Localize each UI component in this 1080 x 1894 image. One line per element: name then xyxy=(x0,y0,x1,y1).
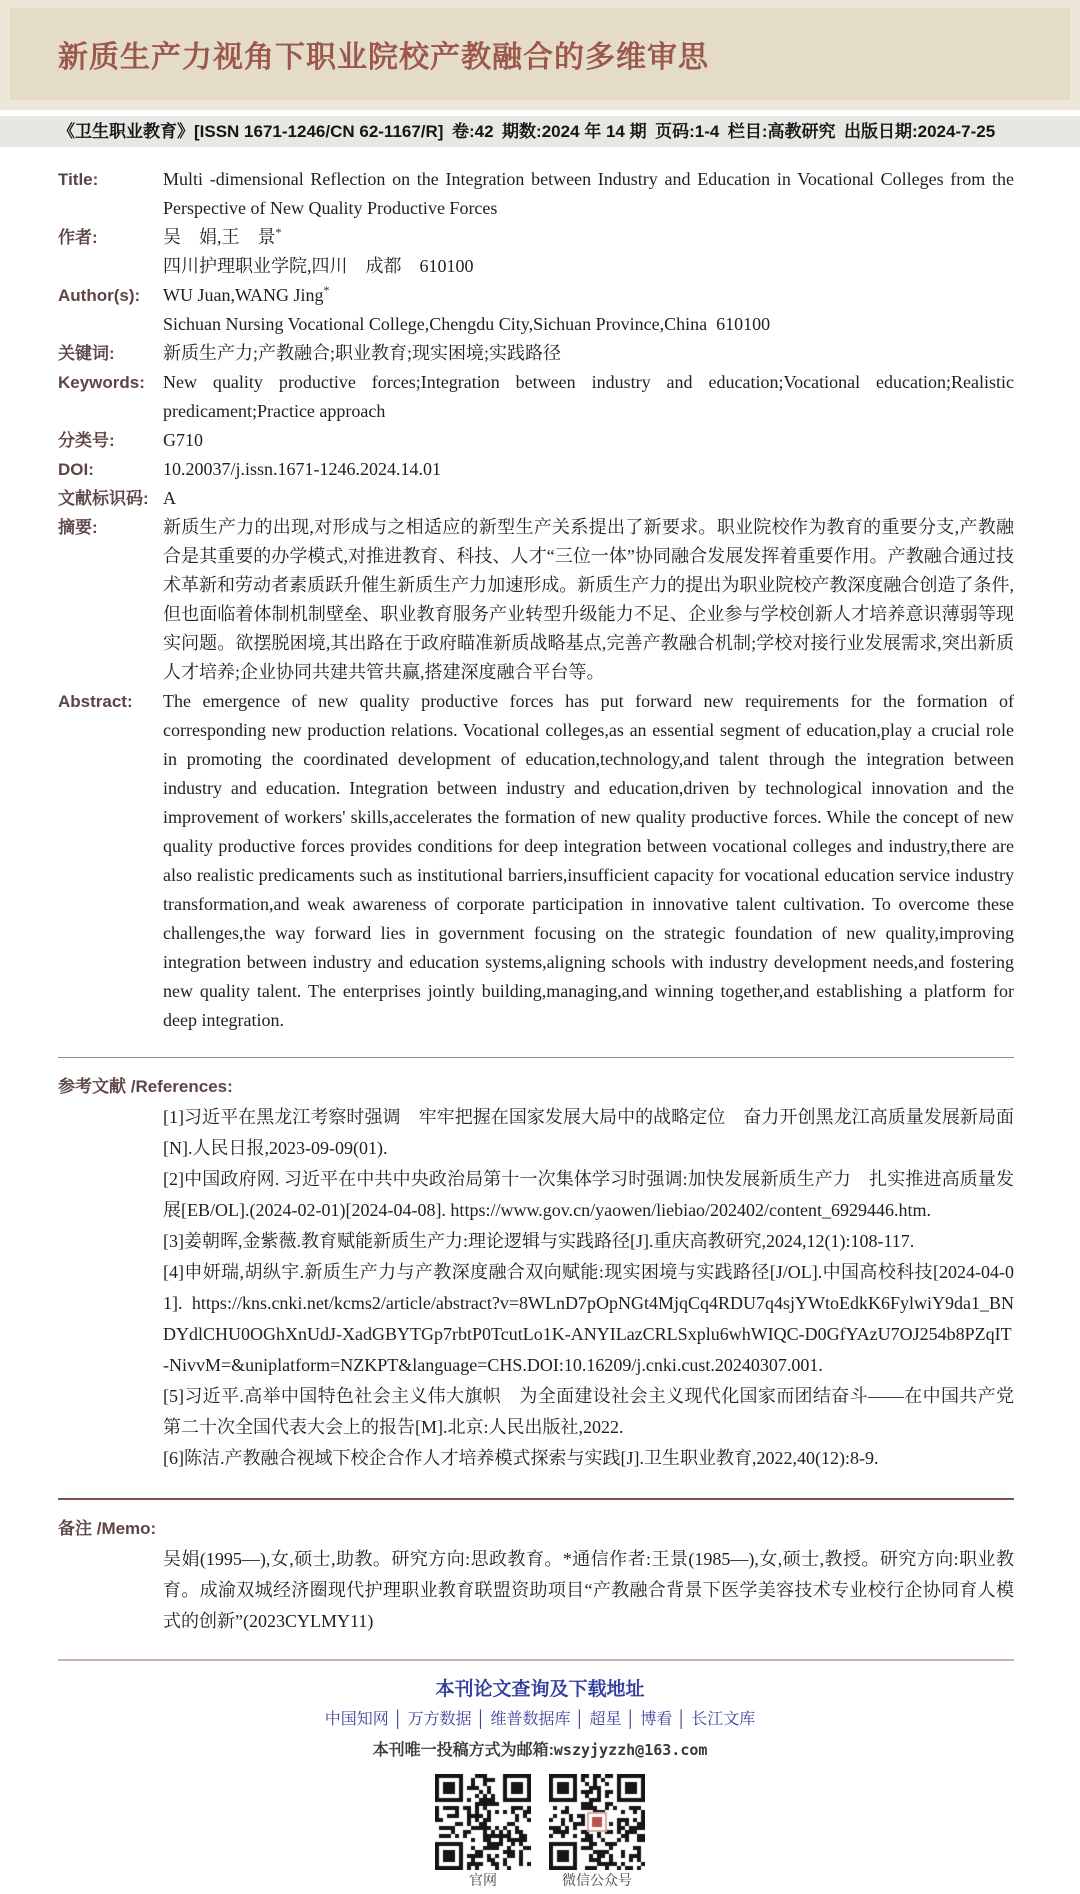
field-value-authors-cn xyxy=(163,223,1014,252)
references-section xyxy=(0,1058,1080,1474)
footer xyxy=(0,1661,1080,1894)
qr-label-website: 官网 xyxy=(469,1874,497,1889)
field-label-keywords-en: Keywords: xyxy=(58,373,145,392)
field-label-doi: DOI: xyxy=(58,460,94,479)
corresponding-author-mark: * xyxy=(275,225,282,239)
field-row-affiliation-en xyxy=(58,310,1014,339)
field-row-abstract-cn xyxy=(58,513,1014,687)
memo-section xyxy=(0,1500,1080,1637)
memo-heading: 备注 /Memo: xyxy=(58,1519,157,1538)
field-label-clc: 分类号: xyxy=(58,431,115,450)
submission-email-line xyxy=(0,1735,1080,1766)
field-label-authors-en: Author(s): xyxy=(58,286,141,305)
field-row-doi xyxy=(58,455,1014,484)
field-value-doc-code: A xyxy=(163,488,176,508)
qr-code-row xyxy=(0,1774,1080,1894)
field-label-doc-code: 文献标识码: xyxy=(58,489,149,508)
field-row-affiliation-cn xyxy=(58,252,1014,281)
footer-title: 本刊论文查询及下载地址 xyxy=(435,1679,645,1700)
memo-text: 吴娟(1995—),女,硕士,助教。研究方向:思政教育。*通信作者:王景(1985—),女,硕士,教授。研究方向:职业教育。成渝双城经济圈现代护理职业教育联盟资助项目“产教融合背景下医学美容技术专业校行企协同育人模式的创新”(2023CYLMY11) xyxy=(163,1549,1014,1631)
qr-code-wechat xyxy=(549,1774,645,1870)
field-label-abstract-en: Abstract: xyxy=(58,692,133,711)
field-label-title: Title: xyxy=(58,170,99,189)
top-band xyxy=(0,0,1080,110)
authors-cn-names: 吴 娟,王 景 xyxy=(163,227,276,247)
field-value-keywords-cn: 新质生产力;产教融合;职业教育;现实困境;实践路径 xyxy=(163,343,562,363)
field-row-authors-en xyxy=(58,281,1014,310)
database-list: 中国知网 │ 万方数据 │ 维普数据库 │ 超星 │ 博看 │ 长江文库 xyxy=(324,1711,756,1728)
field-row-keywords-en xyxy=(58,368,1014,426)
field-label-keywords-cn: 关键词: xyxy=(58,344,115,363)
field-label-abstract-cn: 摘要: xyxy=(58,518,98,537)
article-title-cn: 新质生产力视角下职业院校产教融合的多维审思 xyxy=(58,41,709,74)
field-value-affiliation-cn: 四川护理职业学院,四川 成都 610100 xyxy=(163,256,474,276)
corresponding-author-mark: * xyxy=(323,283,330,297)
reference-item: [6]陈洁.产教融合视域下校企合作人才培养模式探索与实践[J].卫生职业教育,2022,40(12):8-9. xyxy=(163,1448,879,1468)
field-value-clc: G710 xyxy=(163,430,203,450)
references-list xyxy=(163,1102,1014,1474)
qr-label-wechat: 微信公众号 xyxy=(562,1874,632,1889)
reference-item: [4]申妍瑞,胡纵宇.新质生产力与产教深度融合双向赋能:现实困境与实践路径[J/OL].中国高校科技[2024-04-01]. https://kns.cnki.net/kcms2/article/abstract?v=8WLnD7pOpNGt4MjqCq4RDU7q4sjYWtoEdkK6FylwiY9da1_BNDYdlCHU0OGhXnUdJ-XadGBYTGp7rbtP0TcutLo1K-ANYILazCRLSxplu6whWIQC-D0GfYAzU7OJ254b8PZqIT-NivvM=&uniplatform=NZKPT&language=CHS.DOI:10.16209/j.cnki.cust.20240307.001. xyxy=(163,1262,1014,1375)
qr-code-website xyxy=(435,1774,531,1870)
field-value-keywords-en: New quality productive forces;Integration between industry and education;Vocational education;Realistic predicament;Practice approach xyxy=(163,372,1014,421)
field-row-authors-cn xyxy=(58,223,1014,252)
field-value-doi: 10.20037/j.issn.1671-1246.2024.14.01 xyxy=(163,459,442,479)
title-banner xyxy=(10,8,1070,100)
qr-wechat xyxy=(549,1774,645,1894)
field-value-abstract-cn: 新质生产力的出现,对形成与之相适应的新型生产关系提出了新要求。职业院校作为教育的重要分支,产教融合是其重要的办学模式,对推进教育、科技、人才“三位一体”协同融合发展发挥着重要作用。产教融合通过技术革新和劳动者素质跃升催生新质生产力加速形成。新质生产力的提出为职业院校产教深度融合创造了条件,但也面临着体制机制壁垒、职业教育服务产业转型升级能力不足、企业参与学校创新人才培养意识薄弱等现实问题。欲摆脱困境,其出路在于政府瞄准新质战略基点,完善产教融合机制;学校对接行业发展需求,突出新质人才培养;企业协同共建共管共赢,搭建深度融合平台等。 xyxy=(163,517,1014,682)
field-row-abstract-en xyxy=(58,687,1014,1035)
reference-item: [1]习近平在黑龙江考察时强调 牢牢把握在国家发展大局中的战略定位 奋力开创黑龙江高质量发展新局面[N].人民日报,2023-09-09(01). xyxy=(163,1107,1014,1158)
field-row-doc-code xyxy=(58,484,1014,513)
qr-website xyxy=(435,1774,531,1894)
field-row-keywords-cn xyxy=(58,339,1014,368)
reference-item: [2]中国政府网. 习近平在中共中央政治局第十一次集体学习时强调:加快发展新质生产力 扎实推进高质量发展[EB/OL].(2024-02-01)[2024-04-08]. https://www.gov.cn/yaowen/liebiao/202402/content_6929446.htm. xyxy=(163,1169,1014,1220)
field-label-authors-cn: 作者: xyxy=(58,228,98,247)
field-row-title xyxy=(58,165,1014,223)
reference-item: [3]姜朝晖,金紫薇.教育赋能新质生产力:理论逻辑与实践路径[J].重庆高教研究,2024,12(1):108-117. xyxy=(163,1231,915,1251)
authors-en-names: WU Juan,WANG Jing xyxy=(163,285,324,305)
email-address: wszyjyzzh@163.com xyxy=(553,1741,708,1759)
journal-info-bar: 《卫生职业教育》[ISSN 1671-1246/CN 62-1167/R] 卷:42 期数:2024 年 14 期 页码:1-4 栏目:高教研究 出版日期:2024-7-25 xyxy=(0,116,1080,147)
references-heading: 参考文献 /References: xyxy=(58,1077,233,1096)
email-prefix: 本刊唯一投稿方式为邮箱: xyxy=(372,1742,554,1759)
field-value-affiliation-en: Sichuan Nursing Vocational College,Chengdu City,Sichuan Province,China 610100 xyxy=(163,314,771,334)
field-value-abstract-en: The emergence of new quality productive forces has put forward new requirements for the formation of corresponding new production relations. Vocational colleges,as an essential segment of education,play a crucial role in promoting the coordinated development of education,technology,and talent through the integration between industry and education. Integration between industry and education,driven by technological innovation and the improvement of workers' skills,accelerates the formation of new quality productive forces. While the concept of new quality productive forces provides conditions for deep integration between vocational colleges and industry,there are also realistic predicaments such as institutional barriers,insufficient capacity for vocational education service industry transformation,and weak awareness of corporate participation in innovative talent cultivation. To overcome these challenges,the way forward lies in government focusing on the strategic foundation of new quality,improving integration between industry and education systems,aligning schools with industry development needs,and fostering new quality talent. The enterprises jointly building,managing,and winning together,and establishing a platform for deep integration. xyxy=(163,691,1014,1030)
metadata-fields xyxy=(0,147,1080,1035)
field-value-authors-en xyxy=(163,281,1014,310)
field-row-clc xyxy=(58,426,1014,455)
reference-item: [5]习近平.高举中国特色社会主义伟大旗帜 为全面建设社会主义现代化国家而团结奋斗——在中国共产党第二十次全国代表大会上的报告[M].北京:人民出版社,2022. xyxy=(163,1386,1014,1437)
field-value-title-en: Multi -dimensional Reflection on the Integration between Industry and Education in Vocational Colleges from the Perspective of New Quality Productive Forces xyxy=(163,169,1014,218)
